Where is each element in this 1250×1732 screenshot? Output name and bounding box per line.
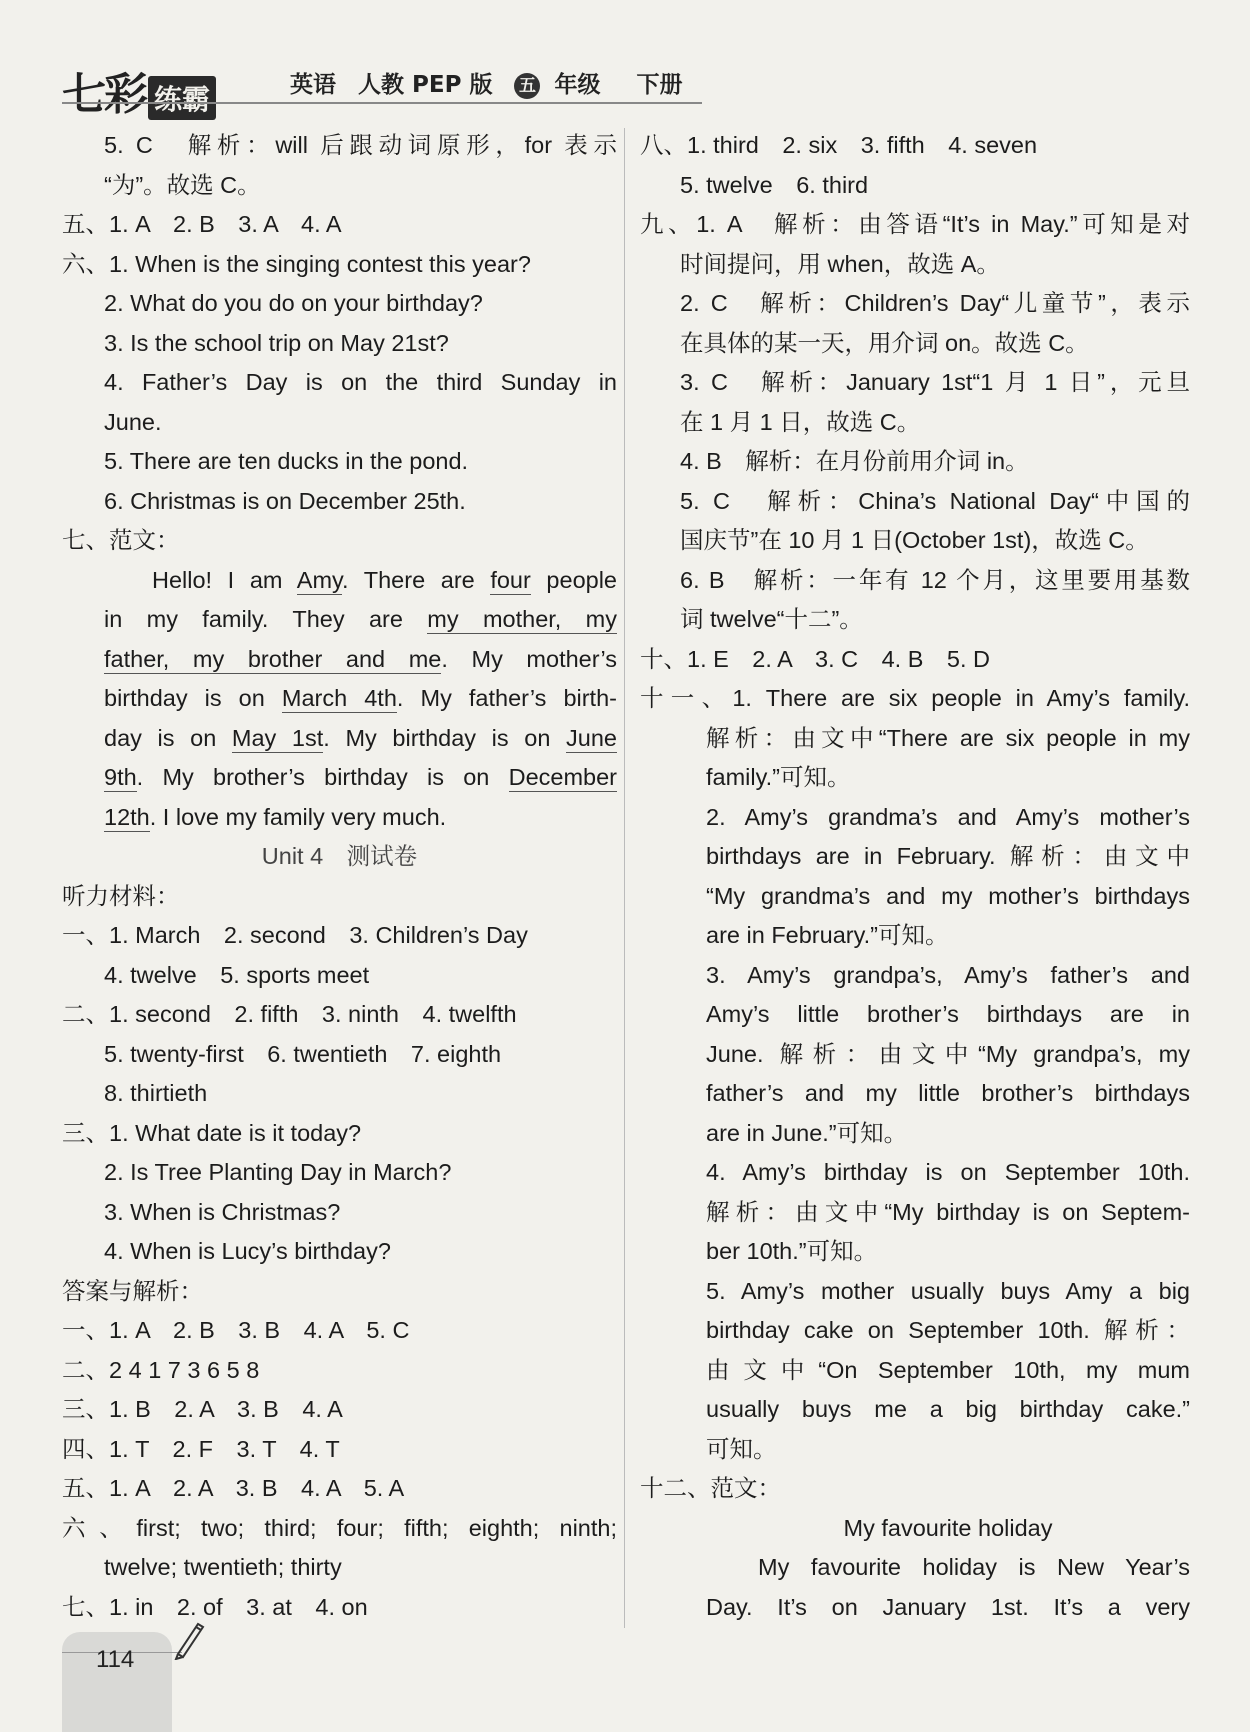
right-column: [640, 126, 1190, 1627]
answer-line: Amy’s little brother’s birthdays are in: [706, 1001, 1190, 1027]
essay-line: 9th. My brother’s birthday is on December: [104, 764, 617, 790]
answer-line: 可知。: [706, 1435, 777, 1462]
answer-line: 5. C 解析：will 后跟动词原形，for 表示: [104, 132, 617, 158]
answer-line: are in June.”可知。: [706, 1119, 908, 1146]
answer-line: 5. Amy’s mother usually buys Amy a big: [706, 1277, 1190, 1304]
answer-line: 由文中“On September 10th, my mum: [706, 1356, 1190, 1383]
brand-text: 七彩: [62, 69, 146, 120]
section-line: 六、first; two; third; four; fifth; eighth; ninth;: [62, 1514, 617, 1541]
answer-line: 2. Amy’s grandma’s and Amy’s mother’s: [706, 803, 1190, 830]
page-number: 114: [96, 1646, 135, 1673]
answer-line: family.”可知。: [706, 764, 851, 790]
subject: 英语: [290, 72, 336, 98]
section-line: 八、1. third 2. six 3. fifth 4. seven: [640, 132, 1038, 158]
section-line: 九、1. A 解析：由答语“It’s in May.”可知是对: [640, 211, 1190, 237]
answer-line: birthdays are in February. 解析：由文中: [706, 843, 1190, 869]
answer-line: 解析：由文中“My birthday is on Septem-: [706, 1198, 1190, 1225]
essay-line: father, my brother and me. My mother’s: [104, 645, 617, 672]
left-column: [62, 126, 617, 1627]
section-heading: 听力材料：: [62, 882, 180, 909]
answer-line: 3. Is the school trip on May 21st?: [104, 329, 449, 356]
essay-line: 12th. I love my family very much.: [104, 803, 447, 830]
answer-line: 6. B 解析：一年有 12 个月，这里要用基数: [680, 566, 1190, 593]
edition: 人教 PEP 版: [358, 72, 493, 98]
answer-line: ber 10th.”可知。: [706, 1238, 878, 1264]
model-essay: [62, 561, 617, 838]
section-line: 七、1. in 2. of 3. at 4. on: [62, 1593, 368, 1620]
section-line: 十一、1. There are six people in Amy’s family.: [640, 685, 1190, 711]
essay-line: My favourite holiday is New Year’s: [758, 1554, 1190, 1580]
pencil-icon: [172, 1618, 206, 1660]
answer-line: “为”。故选 C。: [104, 171, 261, 198]
answer-line: June.: [104, 408, 162, 435]
answer-line: 4. B 解析：在月份前用介词 in。: [680, 448, 1029, 474]
answer-line: June. 解析：由文中“My grandpa’s, my: [706, 1040, 1190, 1067]
unit-title: Unit 4 测试卷: [261, 843, 418, 869]
answer-line: 8. thirtieth: [104, 1080, 208, 1106]
answer-line: 5. twenty-first 6. twentieth 7. eighth: [104, 1040, 502, 1067]
answer-line: 3. C 解析：January 1st“1 月 1 日”，元旦: [680, 369, 1190, 395]
essay-title: My favourite holiday: [843, 1514, 1053, 1541]
section-line: 六、1. When is the singing contest this year?: [62, 250, 531, 277]
answer-line: 2. What do you do on your birthday?: [104, 290, 483, 316]
answer-line: “My grandma’s and my mother’s birthdays: [706, 882, 1190, 909]
answer-line: 词 twelve“十二”。: [680, 606, 863, 632]
grade: 五 年级: [514, 72, 614, 98]
answer-line: 4. twelve 5. sports meet: [104, 961, 370, 988]
answer-line: 3. Amy’s grandpa’s, Amy’s father’s and: [706, 961, 1190, 988]
grade-circle-badge: 五: [514, 73, 540, 99]
answer-line: 解析：由文中“There are six people in my: [706, 724, 1190, 751]
brand-box: 练霸: [148, 76, 216, 120]
section-line: 一、1. A 2. B 3. B 4. A 5. C: [62, 1317, 410, 1343]
section-line: 二、2 4 1 7 3 6 5 8: [62, 1356, 260, 1383]
answer-line: 4. When is Lucy’s birthday?: [104, 1238, 391, 1264]
answer-line: are in February.”可知。: [706, 922, 949, 948]
answer-line: 4. Father’s Day is on the third Sunday in: [104, 369, 617, 395]
answer-line: usually buys me a big birthday cake.”: [706, 1396, 1190, 1422]
brand-logo: [62, 58, 216, 122]
section-line: 十二、范文：: [640, 1475, 781, 1501]
essay-line: in my family. They are my mother, my: [104, 606, 617, 632]
section-line: 三、1. What date is it today?: [62, 1119, 362, 1146]
answer-line: 5. C 解析：China’s National Day“中国的: [680, 487, 1190, 514]
header-rule: [62, 102, 702, 104]
book-info: [290, 66, 697, 99]
section-line: 五、1. A 2. A 3. B 4. A 5. A: [62, 1475, 405, 1501]
essay-line: Day. It’s on January 1st. It’s a very: [706, 1593, 1190, 1620]
section-line: 十、1. E 2. A 3. C 4. B 5. D: [640, 645, 991, 672]
essay-line: Hello! I am Amy. There are four people: [152, 566, 618, 593]
answer-line: 国庆节”在 10 月 1 日(October 1st)，故选 C。: [680, 527, 1149, 553]
essay-line: day is on May 1st. My birthday is on June: [104, 724, 618, 751]
answer-line: 2. C 解析：Children’s Day“儿童节”，表示: [680, 290, 1190, 316]
answer-line: birthday cake on September 10th. 解析：: [706, 1317, 1190, 1343]
essay-line: birthday is on March 4th. My father’s birth-: [104, 685, 617, 711]
section-line: 七、范文：: [62, 527, 180, 553]
section-line: 四、1. T 2. F 3. T 4. T: [62, 1435, 340, 1462]
answer-line: 时间提问，用 when，故选 A。: [680, 250, 1000, 277]
column-divider: [624, 128, 625, 1628]
volume: 下册: [636, 72, 683, 98]
section-line: 二、1. second 2. fifth 3. ninth 4. twelfth: [62, 1001, 517, 1027]
answer-line: 5. There are ten ducks in the pond.: [104, 448, 469, 474]
answer-line: 2. Is Tree Planting Day in March?: [104, 1159, 452, 1185]
section-line: 一、1. March 2. second 3. Children’s Day: [62, 922, 528, 948]
section-line: 五、1. A 2. B 3. A 4. A: [62, 211, 342, 237]
answer-line: 在具体的某一天，用介词 on。故选 C。: [680, 329, 1089, 356]
answer-line: 3. When is Christmas?: [104, 1198, 341, 1225]
section-heading: 答案与解析：: [62, 1277, 203, 1304]
answer-line: 4. Amy’s birthday is on September 10th.: [706, 1159, 1190, 1185]
section-line: 三、1. B 2. A 3. B 4. A: [62, 1396, 343, 1422]
answer-line: 6. Christmas is on December 25th.: [104, 487, 466, 514]
answer-line: twelve; twentieth; thirty: [104, 1554, 342, 1580]
answer-line: father’s and my little brother’s birthdays: [706, 1080, 1190, 1106]
answer-line: 5. twelve 6. third: [680, 171, 869, 198]
answer-line: 在 1 月 1 日，故选 C。: [680, 408, 921, 435]
